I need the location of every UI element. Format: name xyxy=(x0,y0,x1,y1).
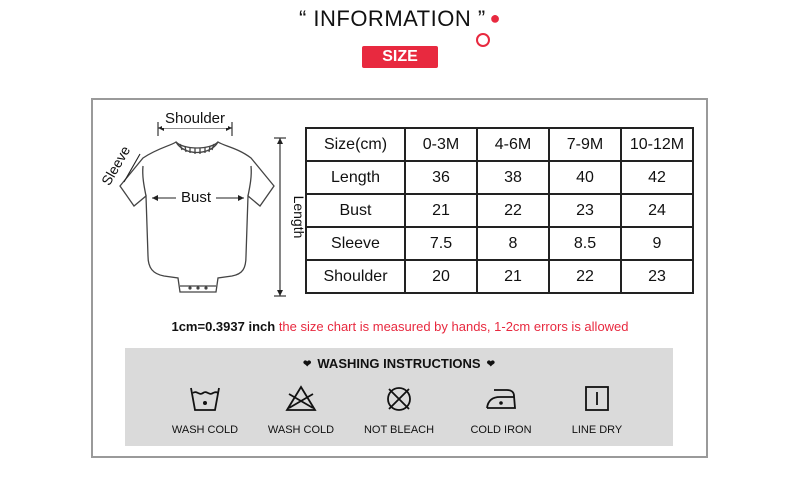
size-chart-table xyxy=(305,127,694,294)
row-label: Sleeve xyxy=(306,227,405,260)
wash-cold-icon xyxy=(188,384,222,414)
wash-cold-crossed-icon xyxy=(284,384,318,414)
heart-ring-icon xyxy=(476,33,490,47)
heart-icon: ❤ xyxy=(486,359,495,370)
cold-iron-icon xyxy=(484,384,518,414)
table-row xyxy=(306,227,693,260)
length-label: Length xyxy=(291,195,307,239)
size-badge: SIZE xyxy=(362,46,438,68)
table-cell: 9 xyxy=(621,227,693,260)
table-row xyxy=(306,194,693,227)
wash-item: LINE DRY xyxy=(547,384,647,436)
column-header: 7-9M xyxy=(549,128,621,161)
row-label: Length xyxy=(306,161,405,194)
table-cell: 22 xyxy=(549,260,621,293)
table-cell: 8 xyxy=(477,227,549,260)
table-cell: 40 xyxy=(549,161,621,194)
sleeve-label: Sleeve xyxy=(98,142,134,189)
measurement-note xyxy=(0,319,800,334)
unit-conversion: 1cm=0.3937 inch xyxy=(171,319,276,334)
washing-instructions-panel xyxy=(125,348,673,446)
row-label: Bust xyxy=(306,194,405,227)
table-cell: 8.5 xyxy=(549,227,621,260)
row-label: Shoulder xyxy=(306,260,405,293)
no-bleach-icon xyxy=(382,384,416,414)
heart-icon: ❤ xyxy=(302,359,312,370)
table-cell: 21 xyxy=(405,194,477,227)
table-cell: 21 xyxy=(477,260,549,293)
table-cell: 23 xyxy=(549,194,621,227)
wash-item: COLD IRON xyxy=(451,384,551,436)
table-header-row xyxy=(306,128,693,161)
column-header: 10-12M xyxy=(621,128,693,161)
table-cell: 42 xyxy=(621,161,693,194)
column-header: 4-6M xyxy=(477,128,549,161)
bust-label: Bust xyxy=(180,189,212,206)
shoulder-label: Shoulder xyxy=(164,110,226,127)
wash-item: NOT BLEACH xyxy=(349,384,449,436)
table-row xyxy=(306,161,693,194)
dot-icon: ● xyxy=(489,8,502,28)
table-cell: 38 xyxy=(477,161,549,194)
table-cell: 7.5 xyxy=(405,227,477,260)
measurement-disclaimer: the size chart is measured by hands, 1-2cm errors is allowed xyxy=(278,319,629,334)
table-cell: 22 xyxy=(477,194,549,227)
column-header: 0-3M xyxy=(405,128,477,161)
wash-item: WASH COLD xyxy=(155,384,255,436)
table-cell: 20 xyxy=(405,260,477,293)
page-title xyxy=(0,6,800,32)
onesie-diagram xyxy=(98,106,308,306)
title-text: “ INFORMATION ” xyxy=(298,6,486,31)
table-row xyxy=(306,260,693,293)
column-header: Size(cm) xyxy=(306,128,405,161)
line-dry-icon xyxy=(580,384,614,414)
table-cell: 36 xyxy=(405,161,477,194)
table-cell: 23 xyxy=(621,260,693,293)
wash-item: WASH COLD xyxy=(251,384,351,436)
washing-title: ❤ WASHING INSTRUCTIONS ❤ xyxy=(302,356,495,371)
table-cell: 24 xyxy=(621,194,693,227)
